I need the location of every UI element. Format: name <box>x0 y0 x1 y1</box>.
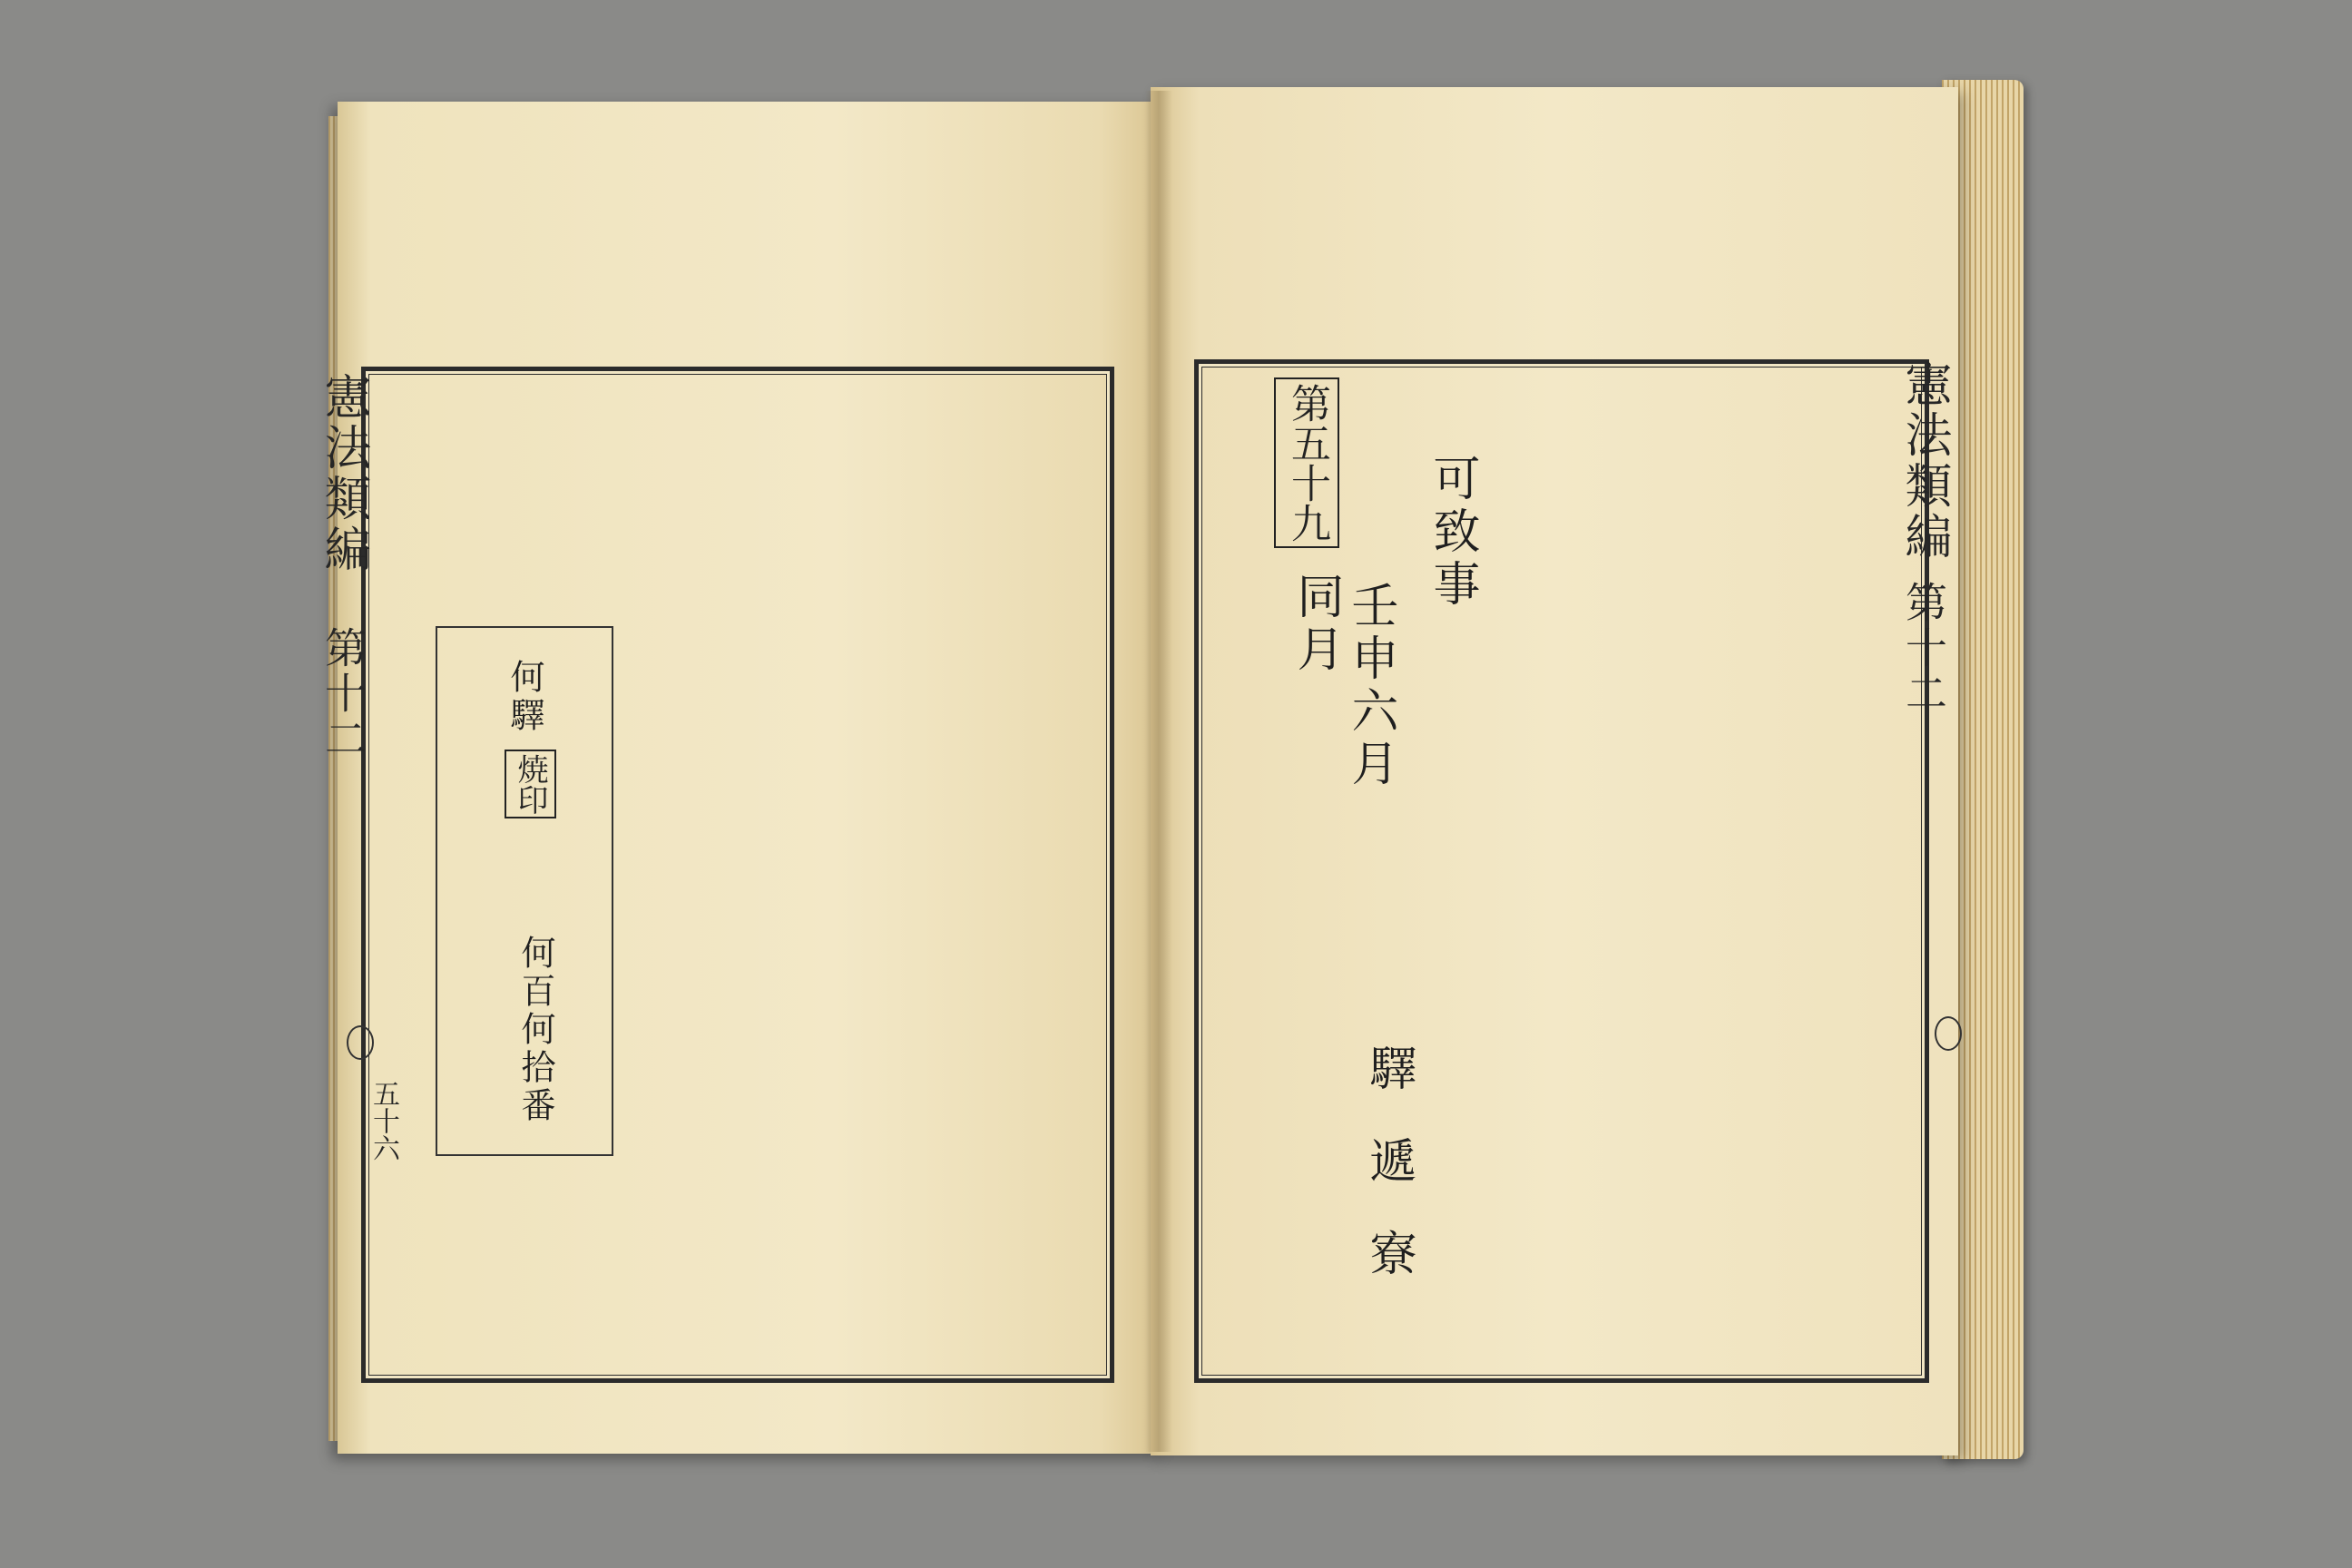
right-hanshin-chapter: 第十二 <box>1899 581 1948 717</box>
right-date: 壬申六月 <box>1343 581 1397 791</box>
fish-tail-mark-right <box>1935 1016 1962 1051</box>
right-signer: 驛遞寮 <box>1361 1044 1416 1321</box>
right-hanshin-title: 憲法類編 <box>1896 359 1951 563</box>
right-column-8: 可致事 <box>1425 454 1479 612</box>
article-number-badge: 第五十九 <box>1274 377 1339 548</box>
specimen-station: 何驛 <box>505 659 544 735</box>
specimen-number: 何百何拾番 <box>515 935 555 1125</box>
left-hanshin-chapter: 第十二 <box>318 626 368 762</box>
fish-tail-mark <box>347 1025 374 1060</box>
article-heading: 同月 <box>1289 572 1343 677</box>
left-folio: 五十六 <box>368 1080 399 1161</box>
book-gutter <box>1145 91 1172 1452</box>
left-hanshin-title: 憲法類編 <box>316 372 370 575</box>
specimen-seal: 焼印 <box>505 750 556 818</box>
